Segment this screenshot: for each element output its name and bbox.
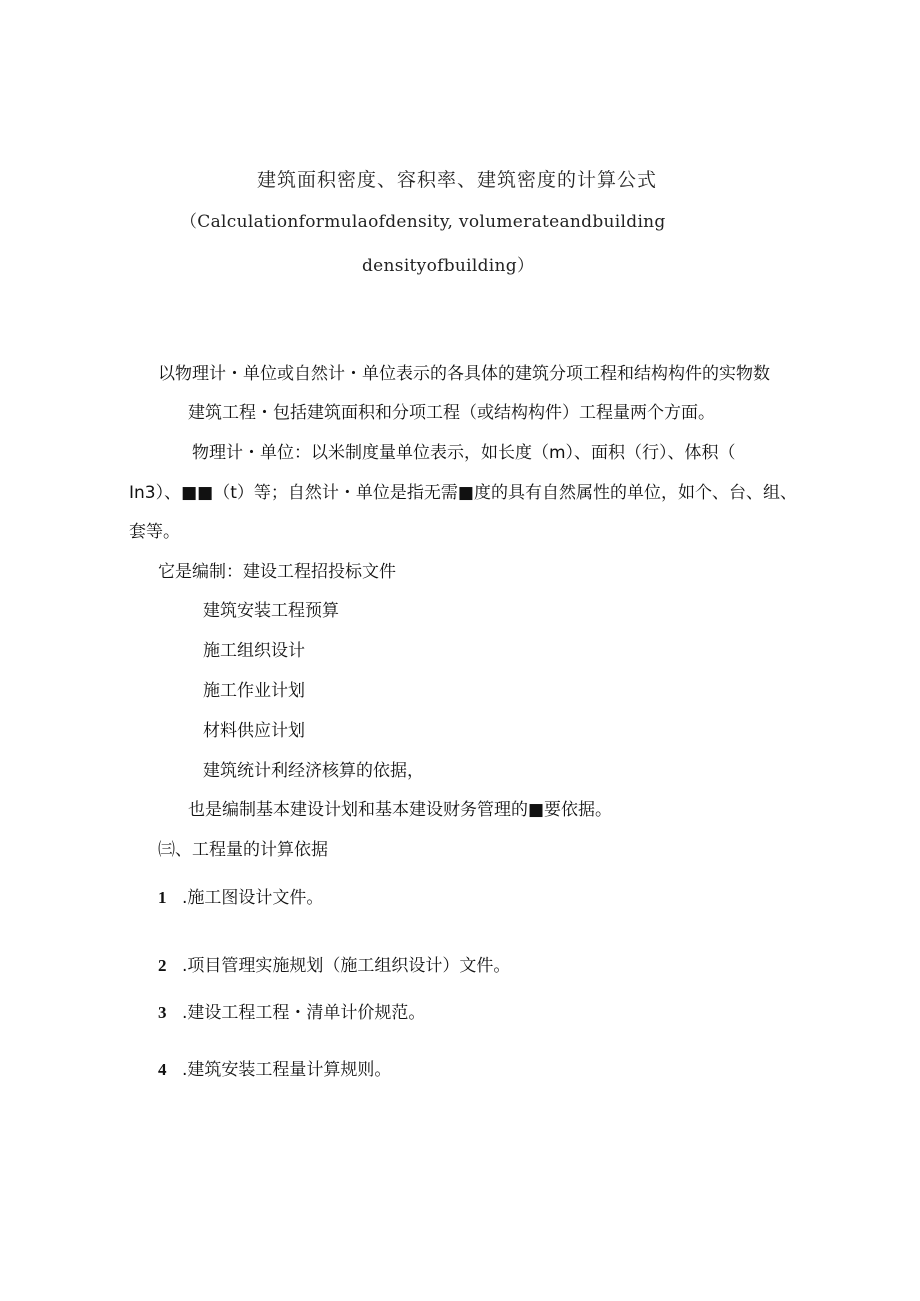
usage-item-work-plan: 施工作业计划 xyxy=(203,681,305,701)
document-title: 建筑面积密度、容积率、建筑密度的计算公式 xyxy=(257,169,658,191)
usage-item-construction-design: 施工组织设计 xyxy=(203,641,305,661)
list-item-number: 4 xyxy=(158,1060,167,1079)
paragraph-units-line2: In3）、■■（t）等；自然计・单位是指无需■度的具有自然属性的单位，如个、台、组、 xyxy=(129,483,797,503)
list-item xyxy=(158,957,510,975)
list-item-text: .建筑安装工程量计算规则。 xyxy=(182,1060,392,1080)
list-item-text: .建设工程工程・清单计价规范。 xyxy=(182,1003,426,1023)
usage-item-material-plan: 材料供应计划 xyxy=(203,721,305,741)
paragraph-definition: 以物理计・单位或自然计・单位表示的各具体的建筑分项工程和结构构件的实物数 xyxy=(158,364,770,384)
list-item-text: .施工图设计文件。 xyxy=(182,888,324,908)
paragraph-usage-intro: 它是编制：建设工程招投标文件 xyxy=(158,562,396,582)
list-item xyxy=(158,1004,425,1022)
document-subtitle-line2: densityofbuilding） xyxy=(362,256,535,276)
usage-item-statistics: 建筑统计利经济核算的依据， xyxy=(203,761,424,781)
usage-item-budget: 建筑安装工程预算 xyxy=(203,601,339,621)
list-item-text: .项目管理实施规划（施工组织设计）文件。 xyxy=(182,956,511,976)
paragraph-units-line3: 套等。 xyxy=(129,522,180,542)
paragraph-units-line1: 物理计・单位：以米制度量单位表示，如长度（m）、面积（行）、体积（ xyxy=(192,443,736,463)
section-heading-calculation-basis: ㈢、工程量的计算依据 xyxy=(158,840,328,860)
list-item xyxy=(158,1061,391,1079)
paragraph-scope: 建筑工程・包括建筑面积和分项工程（或结构构件）工程量两个方面。 xyxy=(188,403,715,423)
list-item-number: 3 xyxy=(158,1003,167,1022)
paragraph-financial-basis: 也是编制基本建设计划和基本建设财务管理的■要依据。 xyxy=(188,800,613,820)
list-item-number: 2 xyxy=(158,956,167,975)
list-item-number: 1 xyxy=(158,888,167,907)
document-subtitle-line1: （Calculationformulaofdensity, volumerateandbuilding xyxy=(180,212,666,232)
list-item xyxy=(158,889,323,907)
